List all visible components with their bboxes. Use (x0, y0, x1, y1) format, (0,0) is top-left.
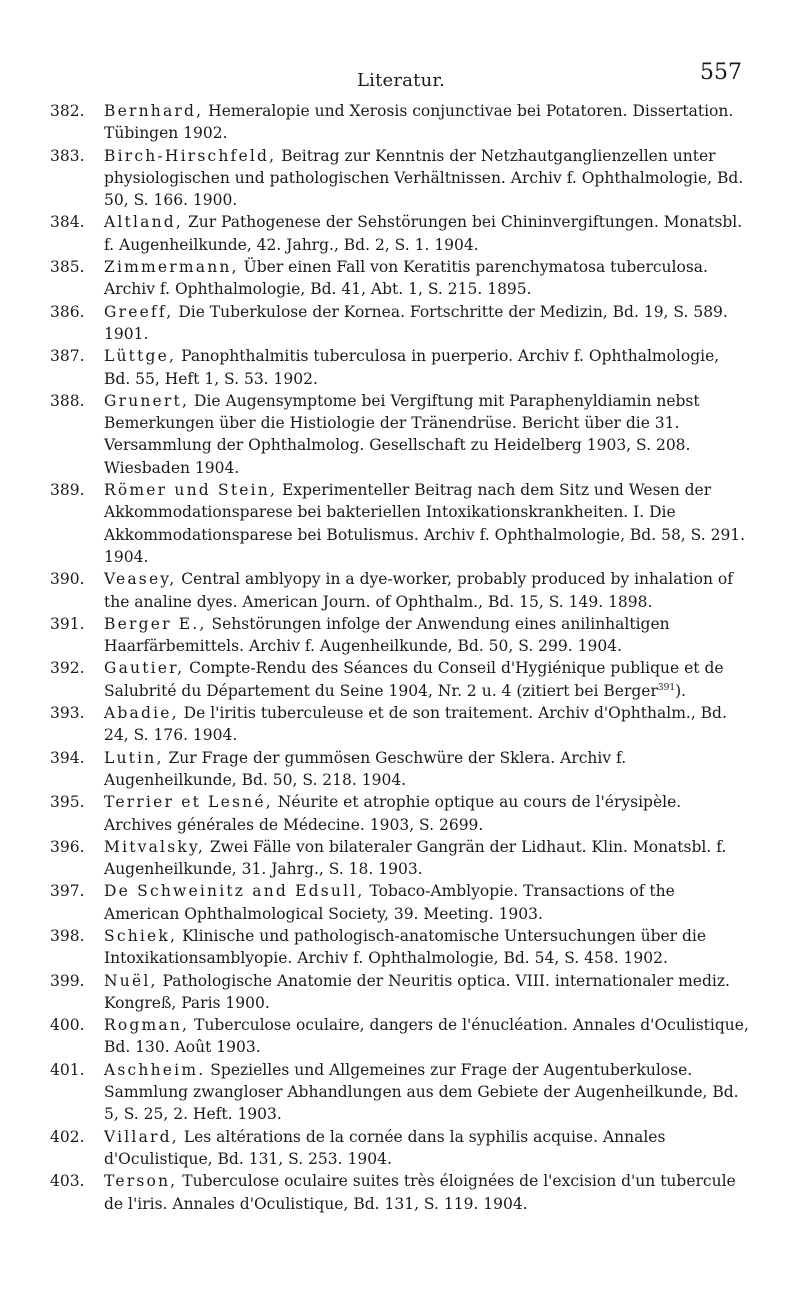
reference-text: Zur Frage der gummösen Geschwüre der Sklera. Archiv f. Augenheilkunde, Bd. 50, S. 218. 1904. (104, 748, 627, 789)
reference-entry (50, 211, 750, 256)
reference-text: Les altérations de la cornée dans la syphilis acquise. Annales d'Oculistique, Bd. 131, S. 253. 1904. (104, 1127, 666, 1168)
reference-author: Veasey, (104, 570, 177, 589)
reference-entry (50, 613, 750, 658)
reference-text: Hemeralopie und Xerosis conjunctivae bei Potatoren. Dissertation. Tübingen 1902. (104, 102, 734, 143)
reference-text: De l'iritis tuberculeuse et de son traitement. Archiv d'Ophthalm., Bd. 24, S. 176. 1904. (104, 704, 727, 745)
reference-author: Aschheim. (104, 1060, 206, 1079)
reference-entry (50, 568, 750, 613)
reference-number: 387. (50, 347, 85, 366)
reference-citation-superscript: 391 (657, 682, 676, 693)
reference-number: 400. (50, 1016, 85, 1035)
reference-text: Klinische und pathologisch-anatomische Untersuchungen über die Intoxikationsamblyopie. Archiv f. Ophthalmologie, Bd. 54, S. 458. 1902. (104, 926, 707, 968)
reference-author: Römer und Stein, (104, 481, 278, 500)
reference-entry (50, 390, 750, 479)
reference-entry (50, 100, 750, 145)
reference-author: Berger E., (104, 614, 207, 633)
reference-author: De Schweinitz and Edsull, (104, 882, 365, 901)
reference-number: 392. (50, 659, 85, 678)
reference-text: Sehstörungen infolge der Anwendung eines anilinhaltigen Haarfärbemittels. Archiv f. Augenheilkunde, Bd. 50, S. 299. 1904. (104, 614, 670, 656)
reference-entry (50, 970, 750, 1015)
reference-number: 402. (50, 1127, 85, 1146)
reference-author: Schiek, (104, 926, 178, 945)
reference-number: 393. (50, 704, 85, 723)
reference-text: Néurite et atrophie optique au cours de l'érysipèle. Archives générales de Médecine. 1903, S. 2699. (104, 793, 682, 834)
reference-author: Nuël, (104, 971, 158, 990)
reference-number: 401. (50, 1060, 85, 1079)
reference-entry (50, 145, 750, 212)
reference-author: Bernhard, (104, 102, 204, 120)
reference-text-tail: ). (675, 681, 687, 700)
reference-text: Tobaco-Amblyopie. Transactions of the American Ophthalmological Society, 39. Meeting. 1903. (104, 882, 675, 923)
reference-number: 394. (50, 748, 85, 767)
reference-number: 390. (50, 570, 85, 589)
reference-author: Terson, (104, 1172, 178, 1191)
reference-author: Rogman, (104, 1016, 190, 1035)
reference-author: Terrier et Lesné, (104, 793, 273, 812)
running-head: Literatur. (357, 70, 446, 91)
reference-text: Die Augensymptome bei Vergiftung mit Paraphenyldiamin nebst Bemerkungen über die Histiologie der Tränendrüse. Bericht über die 31. Versammlung der Ophthalmolog. Gesellschaft zu Heidelberg 1903, S. 208. Wiesbaden 1904. (104, 391, 700, 477)
reference-number: 385. (50, 258, 85, 277)
reference-text: Pathologische Anatomie der Neuritis optica. VIII. internationaler mediz. Kongreß, Paris 1900. (104, 971, 730, 1012)
reference-number: 388. (50, 391, 85, 410)
reference-number: 395. (50, 793, 85, 812)
reference-entry (50, 747, 750, 792)
reference-text: Compte-Rendu des Séances du Conseil d'Hygiénique publique et de Salubrité du Département du Seine 1904, Nr. 2 u. 4 (zitiert bei Berger (104, 659, 724, 700)
reference-text: Beitrag zur Kenntnis der Netzhautganglienzellen unter physiologischen und pathologischen Verhältnissen. Archiv f. Ophthalmologie, Bd. 50, S. 166. 1900. (104, 146, 744, 210)
reference-entry (50, 880, 750, 925)
reference-entry (50, 702, 750, 747)
reference-number: 382. (50, 102, 85, 120)
reference-text: Spezielles und Allgemeines zur Frage der Augentuberkulose. Sammlung zwangloser Abhandlungen aus dem Gebiete der Augenheilkunde, Bd. 5, S. 25, 2. Heft. 1903. (104, 1060, 739, 1124)
reference-entry (50, 791, 750, 836)
reference-number: 386. (50, 302, 85, 321)
reference-author: Lutin, (104, 748, 164, 767)
reference-text: Zur Pathogenese der Sehstörungen bei Chininvergiftungen. Monatsbl. f. Augenheilkunde, 42. Jahrg., Bd. 2, S. 1. 1904. (104, 213, 743, 254)
reference-entry (50, 1014, 750, 1059)
reference-text: Experimenteller Beitrag nach dem Sitz und Wesen der Akkommodationsparese bei bakteriellen Intoxikationskrankheiten. I. Die Akkommodationsparese bei Botulismus. Archiv f. Ophthalmologie, Bd. 58, S. 291. 1904. (104, 481, 746, 566)
reference-number: 397. (50, 882, 85, 901)
reference-author: Zimmermann, (104, 258, 239, 277)
reference-number: 399. (50, 971, 85, 990)
reference-entry (50, 836, 750, 881)
reference-text: Die Tuberkulose der Kornea. Fortschritte der Medizin, Bd. 19, S. 589. 1901. (104, 302, 728, 343)
reference-text: Zwei Fälle von bilateraler Gangrän der Lidhaut. Klin. Monatsbl. f. Augenheilkunde, 31. Jahrg., S. 18. 1903. (104, 837, 727, 879)
reference-entry (50, 1059, 750, 1126)
reference-author: Greeff, (104, 302, 174, 321)
reference-author: Grunert, (104, 391, 190, 410)
reference-entry (50, 1170, 750, 1215)
reference-number: 403. (50, 1172, 85, 1191)
reference-number: 391. (50, 614, 85, 633)
reference-author: Altland, (104, 213, 184, 232)
reference-number: 383. (50, 146, 85, 165)
reference-list (50, 100, 750, 1215)
reference-number: 389. (50, 481, 85, 500)
reference-author: Abadie, (104, 704, 179, 723)
reference-entry (50, 657, 750, 702)
reference-text: Panophthalmitis tuberculosa in puerperio. Archiv f. Ophthalmologie, Bd. 55, Heft 1, S. 53. 1902. (104, 347, 720, 388)
reference-author: Mitvalsky, (104, 837, 205, 856)
reference-entry (50, 256, 750, 301)
reference-entry (50, 301, 750, 346)
reference-text: Tuberculose oculaire suites très éloignées de l'excision d'un tubercule de l'iris. Annales d'Oculistique, Bd. 131, S. 119. 1904. (104, 1172, 736, 1213)
reference-author: Birch-Hirschfeld, (104, 146, 277, 165)
reference-entry (50, 345, 750, 390)
reference-number: 396. (50, 837, 85, 856)
reference-author: Lüttge, (104, 347, 177, 366)
reference-author: Villard, (104, 1127, 179, 1146)
reference-text: Über einen Fall von Keratitis parenchymatosa tuberculosa. Archiv f. Ophthalmologie, Bd. 41, Abt. 1, S. 215. 1895. (104, 258, 708, 299)
reference-text: Tuberculose oculaire, dangers de l'énucléation. Annales d'Oculistique, Bd. 130. Août 1903. (104, 1016, 749, 1057)
reference-text: Central amblyopy in a dye-worker, probably produced by inhalation of the analine dyes. American Journ. of Ophthalm., Bd. 15, S. 149. 1898. (104, 570, 733, 611)
reference-entry (50, 479, 750, 568)
page-number: 557 (700, 60, 742, 85)
reference-author: Gautier, (104, 659, 185, 678)
reference-number: 398. (50, 926, 85, 945)
reference-number: 384. (50, 213, 85, 232)
reference-entry (50, 1126, 750, 1171)
reference-entry (50, 925, 750, 970)
